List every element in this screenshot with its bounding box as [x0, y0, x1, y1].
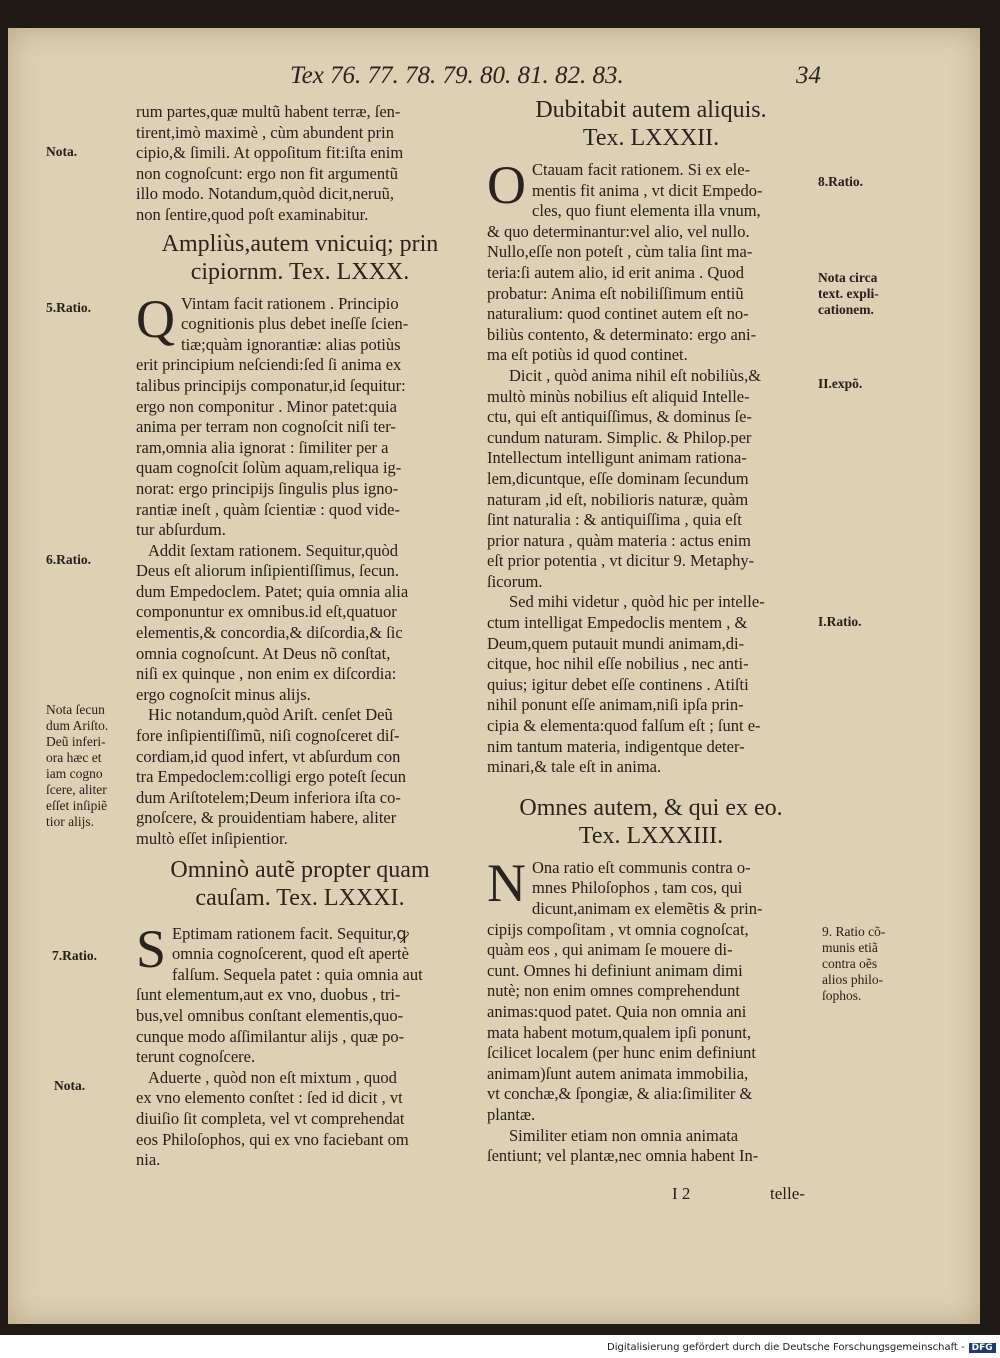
paragraph-aduerte [136, 1068, 464, 1171]
text-line: anima per terram non cognoſcit niſi ter- [136, 417, 396, 437]
heading-line: Omninò autẽ propter quam [170, 856, 430, 883]
left-column [136, 102, 464, 1171]
note-line: Nota ſecun [46, 702, 105, 717]
text-line: componuntur ex omnibus.id eſt,quatuor [136, 602, 397, 622]
text-line: minari,& tale eſt in anima. [487, 757, 662, 777]
text-line: Nullo,eſſe non poteſt , cùm talia ſint ma- [487, 242, 753, 262]
text-line: cognitionis plus debet ineſſe ſcien- [181, 314, 409, 334]
text-line: mnes Philoſophos , tam cos, qui [532, 878, 743, 898]
margin-note-ratio-7: 7.Ratio. [52, 948, 97, 963]
heading-line: Omnes autem, & qui ex eo. [519, 794, 783, 821]
text-line: cunt. Omnes hi definiunt animam dimi [487, 960, 743, 980]
page-number: 34 [796, 62, 821, 89]
text-line: diuiſio ſit completa, vel vt comprehendat [136, 1108, 405, 1128]
text-line: cipio,& ſimili. At oppoſitum fit:iſta enim [136, 143, 404, 163]
text-line: Ona ratio eſt communis contra o- [532, 857, 751, 877]
text-line: fore inſipientiſſimũ, niſi cognoſceret diſ- [136, 726, 400, 746]
heading-line: Tex. LXXXIII. [578, 822, 724, 849]
text-line: Addit ſextam rationem. Sequitur,quòd [148, 540, 399, 560]
heading-line: Tex. LXXXII. [582, 125, 720, 151]
text-line: quius; igitur debet eſſe continens . Atiſti [487, 674, 749, 694]
text-line: dum Ariſtotelem;Deum inferiora iſta co- [136, 787, 401, 807]
note-line: Nota circa [818, 270, 878, 285]
text-line: omnia cognoſcunt. At Deus nõ conſtat, [136, 643, 391, 663]
text-line: Hic notandum,quòd Ariſt. cenſet Deũ [148, 705, 393, 725]
section-heading-lxxxii [487, 96, 815, 152]
text-line: eos Philoſophos, qui ex vno faciebant om [136, 1129, 409, 1149]
heading-line: cipiornm. Tex. LXXX. [190, 258, 410, 285]
note-line: 9. Ratio cõ- [822, 924, 886, 939]
text-line: rantiæ ineſt , quàm ſcientiæ : quod vide- [136, 499, 400, 519]
paragraph-octauam [487, 155, 815, 366]
section-heading-lxxxiii [487, 794, 815, 850]
text-line: citque, hoc nihil eſſe nobilius , nec anti- [487, 654, 749, 674]
running-title: Tex 76. 77. 78. 79. 80. 81. 82. 83. [290, 62, 624, 89]
margin-note-expo-2: II.expõ. [818, 376, 863, 391]
text-line: cipia & elementa:quod falſum eſt ; ſunt e- [487, 716, 761, 736]
text-line: nutè; non enim omnes comprehendunt [487, 981, 740, 1001]
text-line: vt conchæ,& ſpongiæ, & alia:ſimiliter & [487, 1084, 753, 1104]
margin-note-nota-secundum [46, 702, 136, 830]
text-line: Similiter etiam non omnia animata [509, 1125, 739, 1145]
text-line: Deum,quem putauit mundi animam,di- [487, 633, 745, 653]
drop-capital: Q [136, 288, 175, 349]
note-line: text. expli- [818, 286, 879, 301]
text-line: ſint naturalia : & antiquiſſima , quia eſt [487, 510, 742, 530]
text-line: rum partes,quæ multũ habent terræ, ſen- [136, 102, 401, 121]
drop-capital: O [487, 155, 526, 215]
note-line: ſcere, aliter [46, 782, 107, 797]
text-line: & quo determinantur:vel alio, vel nullo. [487, 221, 750, 241]
margin-note-nota-2: Nota. [54, 1078, 86, 1093]
note-line: alios philo- [822, 972, 884, 987]
text-line: cordiam,id quod infert, vt abſurdum con [136, 746, 401, 766]
text-line: norat: ergo principijs ſingulis plus igno- [136, 478, 399, 498]
text-line: quam cognoſcit ſolùm aquam,reliqua ig- [136, 458, 402, 478]
text-line: dum Empedoclem. Patet; quia omnia alia [136, 581, 409, 601]
text-line: quàm eos , qui animam ſe mouere di- [487, 940, 733, 960]
text-line: Sed mihi videtur , quòd hic per intelle- [509, 592, 765, 612]
text-line: cipijs compoſitam , vt omnia cognoſcat, [487, 919, 749, 939]
paragraph-quintam [136, 288, 464, 541]
text-line: Aduerte , quòd non eſt mixtum , quod [148, 1067, 397, 1087]
note-line: dum Ariſto. [46, 718, 109, 733]
margin-note-nota-circa [818, 270, 908, 318]
text-line: teria:ſi autem alio, id erit anima . Quod [487, 262, 745, 282]
text-line: Dicit , quòd anima nihil eſt nobiliùs,& [509, 365, 762, 385]
text-line: cunque modo aſſimilantur alijs , quæ po- [136, 1026, 405, 1046]
text-line: cles, quo fiunt elementa illa vnum, [532, 201, 761, 221]
drop-capital: S [136, 918, 167, 979]
text-line: animam)ſunt autem animata immobilia, [487, 1063, 749, 1083]
paragraph-septimam [136, 918, 464, 1068]
heading-line: cauſam. Tex. LXXXI. [195, 884, 405, 911]
text-line: ergo non componitur . Minor patet:quia [136, 396, 397, 416]
text-line: tiæ;quàm ignorantiæ: alias potiùs [181, 334, 401, 354]
heading-line: Dubitabit autem aliquis. [535, 97, 767, 123]
margin-note-nota: Nota. [46, 144, 78, 159]
note-line: ora hæc et [46, 750, 102, 765]
paragraph-sextam [136, 541, 464, 706]
note-line: Deũ inferi- [46, 734, 106, 749]
paragraph-hic-notandum [136, 705, 464, 849]
paragraph-dicit [487, 366, 815, 593]
text-line: nihil ponunt eſſe animam,niſi ipſa prin- [487, 695, 744, 715]
note-line: ſophos. [822, 988, 862, 1003]
section-heading-lxxxi [136, 856, 464, 912]
margin-note-ratio-8: 8.Ratio. [818, 174, 863, 189]
text-line: Eptimam rationem facit. Sequitur,ꝙ [172, 923, 409, 943]
text-line: multò minùs nobilius eſt aliquid Intelle- [487, 386, 750, 406]
text-line: mentis fit anima , vt dicit Empedo- [532, 180, 763, 200]
text-line: ctum intelligat Empedoclis mentem , & [487, 613, 748, 633]
text-line: dicunt,animam ex elemẽtis & prin- [532, 899, 763, 918]
text-line: Ctauam facit rationem. Si ex ele- [532, 160, 751, 179]
text-line: ex vno elemento conſtet : ſed id dicit , vt [136, 1088, 403, 1108]
text-line: illo modo. Notandum,quòd dicit,neruũ, [136, 184, 395, 204]
text-line: ma eſt potiùs id quod continet. [487, 345, 688, 365]
text-line: non cognoſcunt: ergo non fit argumentũ [136, 163, 398, 183]
text-line: ſcilicet localem (per hunc enim definiunt [487, 1043, 756, 1063]
text-line: elementis,& concordia,& diſcordia,& ſic [136, 623, 403, 643]
heading-line: Ampliùs,autem vnicuiq; prin [161, 230, 439, 257]
text-line: ſentiunt; vel plantæ,nec omnia habent In- [487, 1146, 759, 1166]
text-line: terunt cognoſcere. [136, 1047, 256, 1067]
text-line: talibus principijs componatur,id ſequitur: [136, 375, 406, 395]
text-line: ram,omnia alia ignorat : ſimiliter per a [136, 437, 389, 457]
running-header [290, 62, 830, 92]
text-line: falſum. Sequela patet : quia omnia aut [172, 964, 423, 984]
note-line: contra oẽs [822, 956, 878, 971]
drop-capital: N [487, 852, 526, 913]
text-line: tur abſurdum. [136, 520, 226, 540]
paragraph-nona [487, 852, 815, 1126]
text-line: lem,dicuntque, eſſe dominam ſecundum [487, 468, 749, 488]
section-heading-lxxx [136, 230, 464, 286]
text-line: multò eſſet inſipientior. [136, 829, 288, 848]
right-column [487, 96, 815, 1167]
footer-text: Digitalisierung gefördert durch die Deutsche Forschungsgemeinschaft - [607, 1342, 965, 1353]
catchword: telle- [770, 1184, 805, 1203]
text-line: niſi ex quinque , non enim ex diſcordia: [136, 664, 397, 684]
text-line: ctu, qui eſt antiquiſſimus, & dominus ſe- [487, 407, 752, 427]
text-line: ſunt elementum,aut ex vno, duobus , tri- [136, 985, 401, 1005]
digitization-footer [607, 1342, 996, 1353]
margin-note-ratio-5: 5.Ratio. [46, 300, 91, 315]
text-line: nia. [136, 1150, 161, 1170]
text-line: Intellectum intelligunt animam rationa- [487, 448, 747, 468]
dfg-logo: DFG [969, 1343, 996, 1353]
text-line: probatur: Anima eſt nobiliſſimum entiũ [487, 283, 744, 303]
paragraph-similiter [487, 1126, 815, 1167]
text-line: animas:quod patet. Quia non omnia ani [487, 1001, 747, 1021]
note-line: munis etiã [822, 940, 878, 955]
text-line: Deus eſt aliorum inſipientiſſimus, ſecun. [136, 561, 400, 581]
text-line: prior natura , quàm materia : actus enim [487, 530, 751, 550]
left-intro [136, 102, 464, 226]
text-line: eſt prior potentia , vt dicitur 9. Metaphy- [487, 551, 755, 571]
text-line: non ſentire,quod poſt examinabitur. [136, 204, 369, 224]
note-line: iam cogno [46, 766, 103, 781]
note-line: tior alijs. [46, 814, 94, 829]
text-line: gnoſcere, & prouidentiam habere, aliter [136, 808, 397, 828]
text-line: ſicorum. [487, 571, 543, 591]
note-line: cationem. [818, 302, 874, 317]
text-line: bus,vel omnibus conſtant elementis,quo- [136, 1005, 404, 1025]
text-line: naturalium: quod continet autem eſt no- [487, 304, 749, 324]
text-line: ergo cognoſcit minus alijs. [136, 684, 311, 704]
text-line: tirent,imò maximè , cùm abundent prin [136, 122, 394, 142]
text-line: mata habent motum,qualem ipſi ponunt, [487, 1022, 751, 1042]
text-line: omnia cognoſcerent, quod eſt apertè [172, 944, 409, 964]
note-line: eſſet inſipiẽ [46, 798, 108, 813]
text-line: tra Empedoclem:colligi ergo poteſt ſecun [136, 767, 407, 787]
signature-mark: I 2 [672, 1184, 691, 1203]
text-line: plantæ. [487, 1104, 536, 1124]
margin-note-ratio-1: I.Ratio. [818, 614, 862, 629]
text-line: naturam ,id eſt, nobilioris naturæ, quàm [487, 489, 749, 509]
text-line: erit principium neſciendi:ſed ſi anima ex [136, 355, 402, 375]
text-line: Vintam facit rationem . Principio [181, 293, 399, 313]
margin-note-ratio-6: 6.Ratio. [46, 552, 91, 567]
text-line: nim tantum materia, indigentque deter- [487, 736, 745, 756]
margin-note-ratio-9 [822, 924, 914, 1004]
text-line: cundum naturam. Simplic. & Philop.per [487, 427, 752, 447]
paragraph-sed-mihi [487, 592, 815, 777]
text-line: biliùs contento, & determinato: ergo ani- [487, 324, 757, 344]
